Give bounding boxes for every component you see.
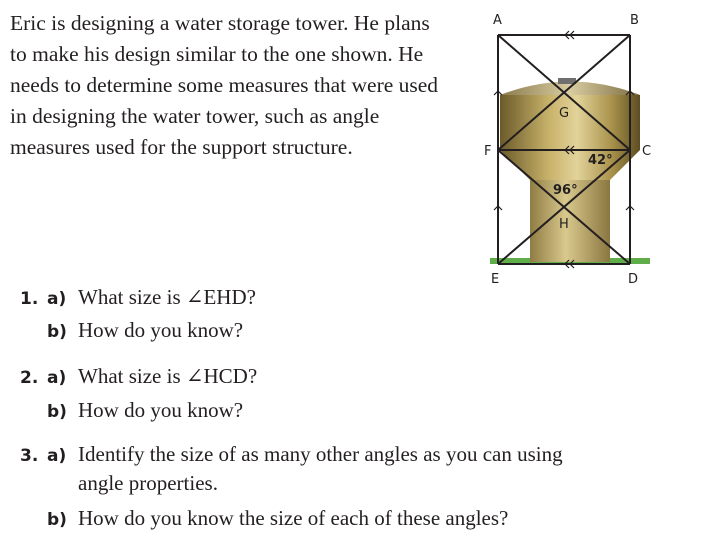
question-number: 3. xyxy=(20,446,39,466)
tower-tank xyxy=(500,95,640,180)
question-number: 1. xyxy=(20,289,39,309)
label-h: H xyxy=(559,217,569,232)
part-label: b) xyxy=(47,402,67,422)
label-g: G xyxy=(559,106,570,121)
intro-paragraph: Eric is designing a water storage tower. He plans to make his design similar to the one shown. He needs to determine some measures that were used in designing the water tower, such as angle measures used for the support structure. xyxy=(10,11,439,159)
part-label: a) xyxy=(47,289,67,309)
angle-96: 96° xyxy=(553,183,578,198)
part-label: b) xyxy=(47,322,67,342)
label-f: F xyxy=(484,144,492,159)
question-text: How do you know? xyxy=(78,398,244,422)
water-tower-figure xyxy=(470,0,720,290)
label-d: D xyxy=(628,272,639,287)
label-b: B xyxy=(630,13,639,28)
question-text: What size is ∠EHD? xyxy=(78,285,256,309)
label-a: A xyxy=(493,13,502,28)
label-e: E xyxy=(491,272,500,287)
question-text: What size is ∠HCD? xyxy=(78,364,258,388)
question-text: Identify the size of as many other angles as you can using angle properties. xyxy=(78,442,563,495)
water-tower-diagram xyxy=(470,0,720,290)
part-label: b) xyxy=(47,510,67,530)
question-text: How do you know? xyxy=(78,318,244,342)
part-label: a) xyxy=(47,446,67,466)
angle-42: 42° xyxy=(588,153,613,168)
label-c: C xyxy=(642,144,652,159)
question-text: How do you know the size of each of these angles? xyxy=(78,506,509,530)
part-label: a) xyxy=(47,368,67,388)
question-number: 2. xyxy=(20,368,39,388)
